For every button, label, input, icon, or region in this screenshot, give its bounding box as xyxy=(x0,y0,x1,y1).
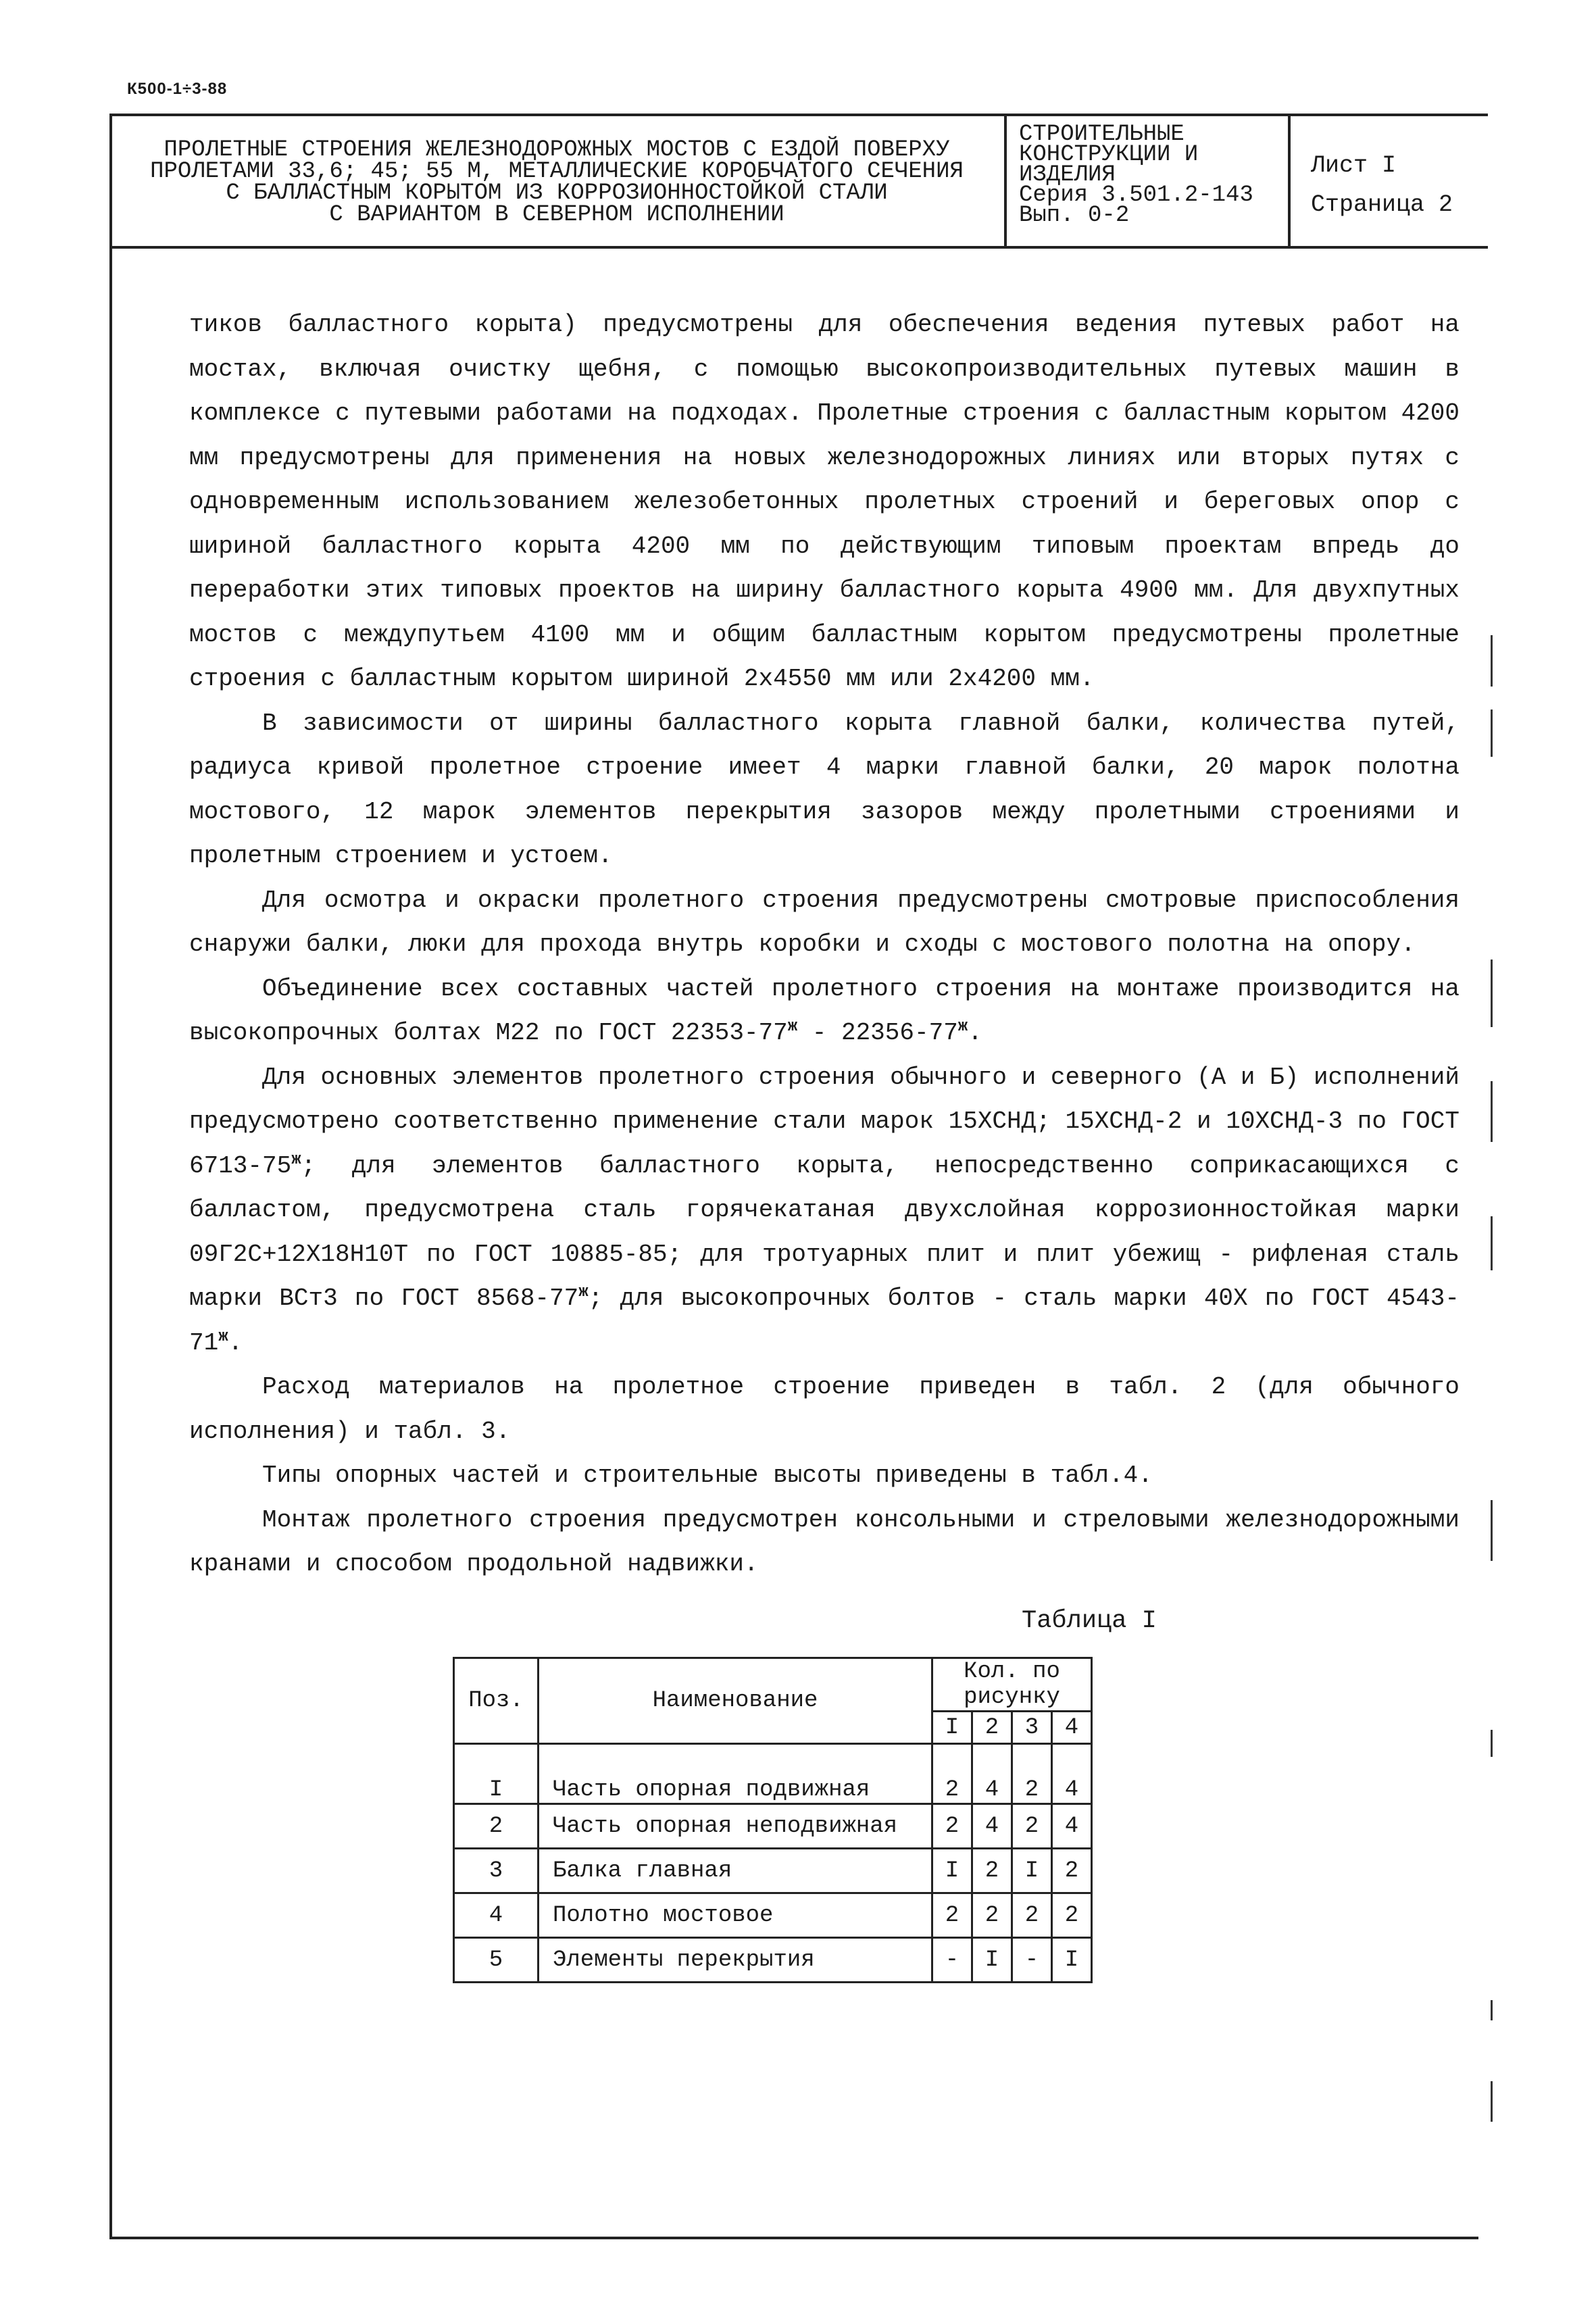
header-pos: Поз. xyxy=(454,1658,539,1744)
cell-qty: 2 xyxy=(1052,1893,1092,1938)
table-row xyxy=(454,1804,1092,1849)
margin-mark xyxy=(1491,2081,1493,2122)
sheet-cell xyxy=(1291,116,1487,249)
margin-mark xyxy=(1491,2000,1493,2020)
cell-qty: 2 xyxy=(1012,1744,1052,1804)
series-line: СТРОИТЕЛЬНЫЕ xyxy=(1019,122,1184,147)
cell-qty: 2 xyxy=(932,1804,972,1849)
asterisk-mark: ж xyxy=(218,1327,228,1346)
series-line: ИЗДЕЛИЯ xyxy=(1019,162,1116,188)
paragraph: тиков балластного корыта) предусмотрены для обеспечения ведения путевых работ на мостах, включая очистку щебня, с помощью высокопроизводительных путевых машин в комплексе с путевыми работами на подходах. Пролетные строения с балластным корытом 4200 мм предусмотрены для применения на новых железнодорожных линиях или вторых путях с одновременным использованием железобетонных пролетных строений и береговых опор с шириной балластного корыта 4200 мм по действующим типовым проектам впредь до переработки этих типовых проектов на ширину балластного корыта 4900 мм. Для двухпутных мостов с междупутьем 4100 мм и общим балластным корытом предусмотрены пролетные строения с балластным корытом шириной 2х4550 мм или 2х4200 мм. xyxy=(189,311,1460,693)
cell-qty: - xyxy=(1012,1938,1052,1983)
cell-qty: 2 xyxy=(932,1744,972,1804)
margin-mark xyxy=(1491,710,1493,757)
cell-pos: 2 xyxy=(454,1804,539,1849)
cell-qty: 2 xyxy=(972,1893,1012,1938)
series-cell xyxy=(1007,116,1291,249)
paragraph: Монтаж пролетного строения предусмотрен консольными и стреловыми железнодорожными кранами и способом продольной надвижки. xyxy=(189,1505,1460,1578)
cell-pos: 4 xyxy=(454,1893,539,1938)
paragraph: Для осмотра и окраски пролетного строения предусмотрены смотровые приспособления снаружи балки, люки для прохода внутрь коробки и сходы с мостового полотна на опору. xyxy=(189,886,1460,958)
cell-qty: - xyxy=(932,1938,972,1983)
title-cell xyxy=(109,116,1007,249)
margin-mark xyxy=(1491,1730,1493,1757)
cell-qty: 2 xyxy=(972,1849,1012,1893)
cell-pos: 3 xyxy=(454,1849,539,1893)
cell-qty: 4 xyxy=(972,1804,1012,1849)
cell-pos: I xyxy=(454,1744,539,1804)
cell-qty: I xyxy=(1052,1938,1092,1983)
asterisk-mark: ж xyxy=(578,1283,589,1301)
series-line: Серия 3.501.2-143 xyxy=(1019,182,1253,208)
cell-name: Часть опорная подвижная xyxy=(539,1744,932,1804)
series-line: КОНСТРУКЦИИ И xyxy=(1019,142,1199,168)
paragraph: Типы опорных частей и строительные высоты приведены в табл.4. xyxy=(262,1462,1153,1489)
sheet-number: Лист I xyxy=(1311,152,1397,179)
body-text xyxy=(189,303,1460,1587)
paragraph: Расход материалов на пролетное строение приведен в табл. 2 (для обычного исполнения) и табл. 3. xyxy=(189,1373,1460,1445)
paragraph xyxy=(189,967,1460,1055)
title-line: ПРОЛЕТАМИ 33,6; 45; 55 М, МЕТАЛЛИЧЕСКИЕ КОРОБЧАТОГО СЕЧЕНИЯ xyxy=(150,159,964,184)
cell-qty: 4 xyxy=(972,1744,1012,1804)
cell-pos: 5 xyxy=(454,1938,539,1983)
margin-mark xyxy=(1491,1500,1493,1561)
cell-qty: 4 xyxy=(1052,1744,1092,1804)
table-row xyxy=(454,1938,1092,1983)
title-line: ПРОЛЕТНЫЕ СТРОЕНИЯ ЖЕЛЕЗНОДОРОЖНЫХ МОСТОВ С ЕЗДОЙ ПОВЕРХУ xyxy=(164,137,950,163)
title-line: С БАЛЛАСТНЫМ КОРЫТОМ ИЗ КОРРОЗИОННОСТОЙКОЙ СТАЛИ xyxy=(226,180,888,206)
asterisk-mark: ж xyxy=(291,1150,301,1169)
cell-name: Балка главная xyxy=(539,1849,932,1893)
text-run: ; для элементов балластного корыта, непосредственно соприкасающихся с балластом, предусмотрена сталь горячекатаная двухслойная коррозионностойкая марки 09Г2С+12Х18Н10Т по ГОСТ 10885-85; для тротуарных плит и плит убежищ - рифленая сталь марки ВСт3 по ГОСТ 8568-77 xyxy=(189,1151,1460,1312)
table-caption: Таблица I xyxy=(1022,1607,1157,1635)
cell-qty: 2 xyxy=(1012,1804,1052,1849)
asterisk-mark: ж xyxy=(787,1018,798,1036)
cell-qty: I xyxy=(1012,1849,1052,1893)
header-fig: 2 xyxy=(972,1712,1012,1744)
cell-qty: 2 xyxy=(932,1893,972,1938)
cell-name: Часть опорная неподвижная xyxy=(539,1804,932,1849)
cell-qty: 4 xyxy=(1052,1804,1092,1849)
paragraph: В зависимости от ширины балластного корыта главной балки, количества путей, радиуса кривой пролетное строение имеет 4 марки главной балки, 20 марок полотна мостового, 12 марок элементов перекрытия зазоров между пролетными строениями и пролетным строением и устоем. xyxy=(189,709,1460,870)
table-row xyxy=(454,1893,1092,1938)
table-row xyxy=(454,1744,1092,1804)
document-code: К500-1÷3-88 xyxy=(127,80,228,98)
text-run: ; для высокопрочных болтов - сталь марки 40Х по ГОСТ 4543-71 xyxy=(189,1285,1460,1357)
series-line: Вып. 0-2 xyxy=(1019,203,1130,228)
table-row xyxy=(454,1849,1092,1893)
cell-qty: 2 xyxy=(1052,1849,1092,1893)
page-number: Страница 2 xyxy=(1311,191,1453,218)
text-run: Объединение всех составных частей пролетного строения на монтаже производится на высокопрочных болтах М22 по ГОСТ 22353-77 xyxy=(189,974,1460,1047)
margin-mark xyxy=(1491,960,1493,1027)
header-name: Наименование xyxy=(539,1658,932,1744)
asterisk-mark: ж xyxy=(957,1018,968,1036)
text-run: - 22356-77 xyxy=(797,1019,958,1047)
margin-mark xyxy=(1491,1081,1493,1142)
header-qty: Кол. по рисунку xyxy=(932,1658,1092,1712)
table-header-row xyxy=(454,1658,1092,1712)
title-block xyxy=(109,114,1488,249)
paragraph xyxy=(189,1055,1460,1366)
cell-qty: 2 xyxy=(1012,1893,1052,1938)
cell-qty: I xyxy=(932,1849,972,1893)
text-run: Для основных элементов пролетного строения обычного и северного (А и Б) исполнений предусмотрено соответственно применение стали марок 15ХСНД; 15ХСНД-2 и 10ХСНД-3 по ГОСТ 6713-75 xyxy=(189,1063,1460,1180)
margin-mark xyxy=(1491,1216,1493,1270)
header-fig: 4 xyxy=(1052,1712,1092,1744)
cell-qty: I xyxy=(972,1938,1012,1983)
header-fig: I xyxy=(932,1712,972,1744)
title-line: С ВАРИАНТОМ В СЕВЕРНОМ ИСПОЛНЕНИИ xyxy=(329,202,784,228)
cell-name: Полотно мостовое xyxy=(539,1893,932,1938)
header-fig: 3 xyxy=(1012,1712,1052,1744)
text-run: . xyxy=(228,1328,243,1357)
margin-mark xyxy=(1491,635,1493,687)
table-1 xyxy=(453,1657,1093,1983)
text-run: . xyxy=(968,1019,982,1047)
cell-name: Элементы перекрытия xyxy=(539,1938,932,1983)
